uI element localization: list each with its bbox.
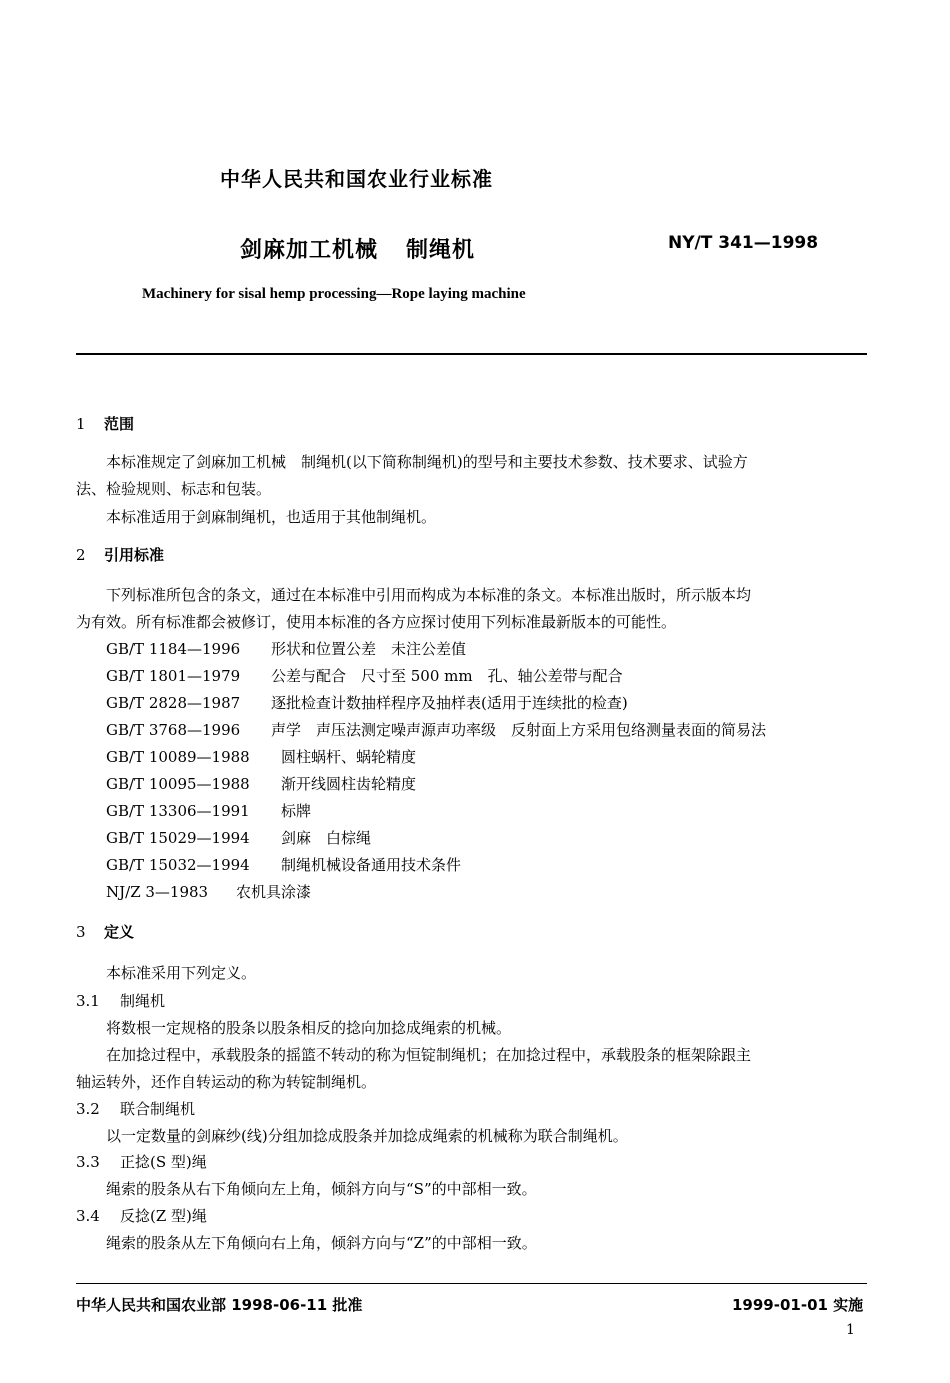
section-2-para-1-line-1: 下列标准所包含的条文，通过在本标准中引用而构成为本标准的条文。本标准出版时，所示版本均: [106, 586, 752, 604]
reference-item: GB/T 15032—1994 制绳机械设备通用技术条件: [106, 856, 462, 874]
section-2-heading: 2 引用标准: [76, 546, 165, 564]
reference-item: GB/T 15029—1994 剑麻 白棕绳: [106, 829, 372, 847]
page-number: 1: [846, 1322, 855, 1338]
implementation-date: 1999-01-01 实施: [732, 1296, 864, 1314]
standard-title: [240, 233, 475, 264]
definition-3-4-para-1: 绳索的股条从左下角倾向右上角，倾斜方向与“Z”的中部相一致。: [106, 1234, 537, 1252]
definition-3-3-heading: 3.3 正捻(S 型)绳: [76, 1153, 207, 1171]
section-3-intro: 本标准采用下列定义。: [106, 964, 257, 982]
standard-code: NY/T 341—1998: [668, 233, 819, 253]
definition-3-2-heading: 3.2 联合制绳机: [76, 1100, 196, 1118]
reference-item: GB/T 10095—1988 渐开线圆柱齿轮精度: [106, 775, 417, 793]
english-title: Machinery for sisal hemp processing—Rope laying machine: [142, 286, 526, 302]
reference-item: GB/T 13306—1991 标牌: [106, 802, 312, 820]
definition-3-4-heading: 3.4 反捻(Z 型)绳: [76, 1207, 207, 1225]
section-3-heading: 3 定义: [76, 923, 135, 941]
section-1-heading: 1 范围: [76, 415, 135, 433]
section-3-title: 定义: [104, 923, 135, 941]
section-2-title: 引用标准: [104, 546, 165, 564]
section-1-title: 范围: [104, 415, 135, 433]
standard-category: 中华人民共和国农业行业标准: [220, 167, 493, 191]
definition-3-1-heading: 3.1 制绳机: [76, 992, 166, 1010]
approval-date: 中华人民共和国农业部 1998-06-11 批准: [76, 1296, 363, 1314]
header-divider: [76, 353, 867, 355]
section-2-para-1-line-2: 为有效。所有标准都会被修订，使用本标准的各方应探讨使用下列标准最新版本的可能性。: [76, 613, 677, 631]
section-1-para-1-line-1: 本标准规定了剑麻加工机械 制绳机(以下简称制绳机)的型号和主要技术参数、技术要求、试验方: [106, 453, 748, 471]
section-1-para-2: 本标准适用于剑麻制绳机，也适用于其他制绳机。: [106, 508, 437, 526]
reference-item: GB/T 10089—1988 圆柱蜗杆、蜗轮精度: [106, 748, 417, 766]
definition-3-1-para-2-line-2: 轴运转外，还作自转运动的称为转锭制绳机。: [76, 1073, 377, 1091]
title-part-2: 制绳机: [406, 238, 476, 263]
reference-item: NJ/Z 3—1983 农机具涂漆: [106, 883, 312, 901]
reference-item: GB/T 1184—1996 形状和位置公差 未注公差值: [106, 640, 467, 658]
reference-item: GB/T 3768—1996 声学 声压法测定噪声源声功率级 反射面上方采用包络测量表面的简易法: [106, 721, 767, 739]
reference-item: GB/T 2828—1987 逐批检查计数抽样程序及抽样表(适用于连续批的检查): [106, 694, 628, 712]
definition-3-1-para-2-line-1: 在加捻过程中，承载股条的摇篮不转动的称为恒锭制绳机；在加捻过程中，承载股条的框架除跟主: [106, 1046, 752, 1064]
reference-item: GB/T 1801—1979 公差与配合 尺寸至 500 mm 孔、轴公差带与配合: [106, 667, 623, 685]
footer-divider: [76, 1283, 867, 1284]
definition-3-2-para-1: 以一定数量的剑麻纱(线)分组加捻成股条并加捻成绳索的机械称为联合制绳机。: [106, 1127, 628, 1145]
title-part-1: 剑麻加工机械: [240, 238, 379, 263]
definition-3-1-para-1: 将数根一定规格的股条以股条相反的捻向加捻成绳索的机械。: [106, 1019, 512, 1037]
section-1-para-1-line-2: 法、检验规则、标志和包装。: [76, 480, 272, 498]
definition-3-3-para-1: 绳索的股条从右下角倾向左上角，倾斜方向与“S”的中部相一致。: [106, 1180, 537, 1198]
